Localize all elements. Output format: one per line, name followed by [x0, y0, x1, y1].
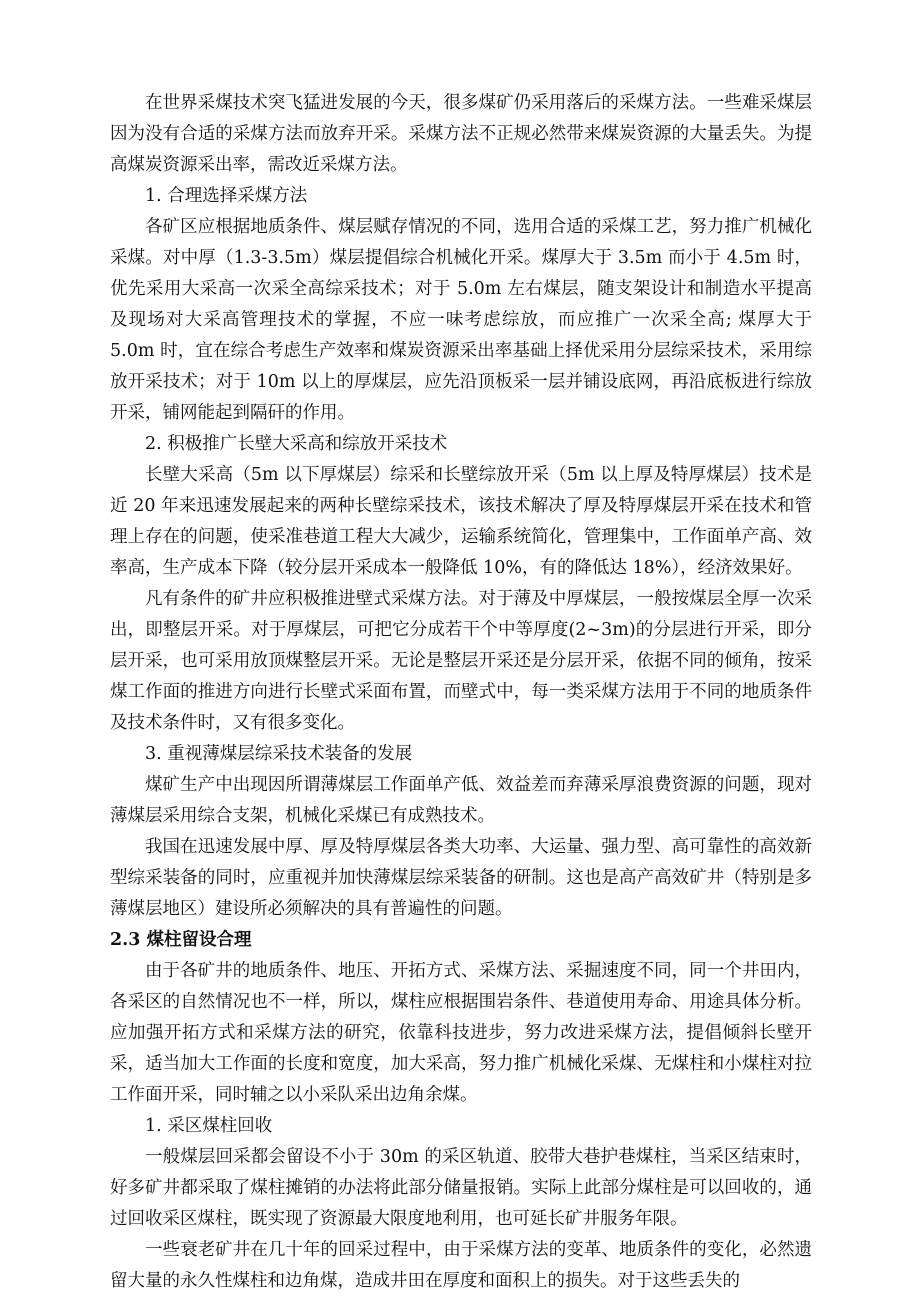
paragraph-wall-mining-method: 凡有条件的矿井应积极推进壁式采煤方法。对于薄及中厚煤层，一般按煤层全厚一次采出，即整层开采。对于厚煤层，可把它分成若干个中等厚度(2~3m)的分层进行开采，即分层开采，也可采用放顶煤整层开采。无论是整层开采还是分层开采，依据不同的倾角，按采煤工作面的推进方向进行长壁式采面布置，而壁式中，每一类采煤方法用于不同的地质条件及技术条件时，又有很多变化。	[110, 589, 812, 733]
paragraph-intro: 在世界采煤技术突飞猛进发展的今天，很多煤矿仍采用落后的采煤方法。一些难采煤层因为没有合适的采煤方法而放弃开采。采煤方法不正规必然带来煤炭资源的大量丢失。为提高煤炭资源采出率，需改近采煤方法。	[110, 93, 812, 175]
subheading-pillar-recovery: 1. 采区煤柱回收	[145, 1116, 273, 1136]
paragraph-aging-mines: 一些衰老矿井在几十年的回采过程中，由于采煤方法的变革、地质条件的变化，必然遗留大量的永久性煤柱和边角煤，造成井田在厚度和面积上的损失。对于这些丢失的	[110, 1240, 812, 1291]
paragraph-mechanized-mining: 各矿区应根据地质条件、煤层赋存情况的不同，选用合适的采煤工艺，努力推广机械化采煤。对中厚（1.3-3.5m）煤层提倡综合机械化开采。煤厚大于 3.5m 而小于 4.5m 时，优先采用大采高一次采全高综采技术；对于 5.0m 左右煤层，随支架设计和制造水平提高及现场对大采高管理技术的掌握，不应一味考虑综放，而应推广一次采全高; 煤厚大于 5.0m 时，宜在综合考虑生产效率和煤炭资源采出率基础上择优采用分层综采技术，采用综放开采技术；对于 10m 以上的厚煤层，应先沿顶板采一层并铺设底网，再沿底板进行综放开采，铺网能起到隔矸的作用。	[110, 217, 812, 423]
subheading-thin-seam-equipment: 3. 重视薄煤层综采技术装备的发展	[145, 744, 413, 764]
paragraph-coal-pillar-analysis: 由于各矿井的地质条件、地压、开拓方式、采煤方法、采掘速度不同，同一个井田内，各采区的自然情况也不一样，所以，煤柱应根据围岩条件、巷道使用寿命、用途具体分析。应加强开拓方式和采煤方法的研究，依靠科技进步，努力改进采煤方法，提倡倾斜长壁开采，适当加大工作面的长度和宽度，加大采高，努力推广机械化采煤、无煤柱和小煤柱对拉工作面开采，同时辅之以小采队采出边角余煤。	[110, 961, 812, 1105]
section-heading-coal-pillar: 2.3 煤柱留设合理	[110, 930, 252, 950]
subheading-longwall-techniques: 2. 积极推广长壁大采高和综放开采技术	[145, 434, 448, 454]
document-page	[110, 88, 812, 1297]
paragraph-thin-seam-problem: 煤矿生产中出现因所谓薄煤层工作面单产低、效益差而弃薄采厚浪费资源的问题，现对薄煤层采用综合支架，机械化采煤已有成熟技术。	[110, 775, 812, 826]
subheading-select-mining-method: 1. 合理选择采煤方法	[145, 186, 308, 206]
paragraph-longwall-benefits: 长壁大采高（5m 以下厚煤层）综采和长壁综放开采（5m 以上厚及特厚煤层）技术是近 20 年来迅速发展起来的两种长壁综采技术，该技术解决了厚及特厚煤层开采在技术和管理上存在的问题，使采准巷道工程大大减少，运输系统简化，管理集中，工作面单产高、效率高，生产成本下降（较分层开采成本一般降低 10%，有的降低达 18%），经济效果好。	[110, 465, 812, 578]
paragraph-pillar-recovery: 一般煤层回采都会留设不小于 30m 的采区轨道、胶带大巷护巷煤柱，当采区结束时，好多矿井都采取了煤柱摊销的办法将此部分储量报销。实际上此部分煤柱是可以回收的，通过回收采区煤柱，既实现了资源最大限度地利用，也可延长矿井服务年限。	[110, 1147, 812, 1229]
paragraph-thin-seam-equipment: 我国在迅速发展中厚、厚及特厚煤层各类大功率、大运量、强力型、高可靠性的高效新型综采装备的同时，应重视并加快薄煤层综采装备的研制。这也是高产高效矿井（特别是多薄煤层地区）建设所必须解决的具有普遍性的问题。	[110, 837, 812, 919]
